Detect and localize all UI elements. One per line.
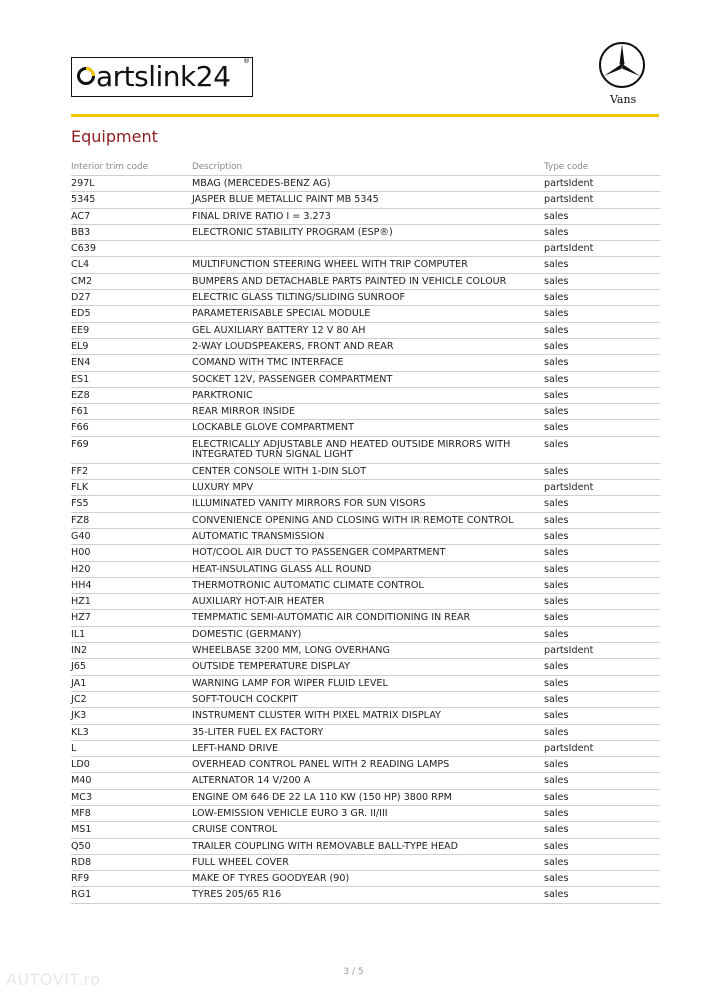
cell-description: LOCKABLE GLOVE COMPARTMENT — [192, 420, 544, 436]
table-row — [71, 610, 660, 626]
table-row — [71, 290, 660, 306]
table-row — [71, 224, 660, 240]
table-row — [71, 496, 660, 512]
cell-type: sales — [544, 545, 660, 561]
table-row — [71, 757, 660, 773]
page-header — [0, 0, 707, 118]
table-row — [71, 626, 660, 642]
cell-code: RD8 — [71, 854, 192, 870]
cell-code: BB3 — [71, 224, 192, 240]
cell-type: partsIdent — [544, 740, 660, 756]
cell-description: TYRES 205/65 R16 — [192, 887, 544, 903]
table-row — [71, 528, 660, 544]
section-title: Equipment — [71, 127, 158, 146]
cell-description: PARKTRONIC — [192, 387, 544, 403]
cell-code: LD0 — [71, 757, 192, 773]
cell-code: F69 — [71, 436, 192, 463]
table-row — [71, 512, 660, 528]
table-row — [71, 208, 660, 224]
cell-type: sales — [544, 528, 660, 544]
cell-type: sales — [544, 290, 660, 306]
cell-type: sales — [544, 805, 660, 821]
cell-type: sales — [544, 577, 660, 593]
cell-code: EN4 — [71, 355, 192, 371]
table-row — [71, 436, 660, 463]
cell-description: WHEELBASE 3200 MM, LONG OVERHANG — [192, 643, 544, 659]
cell-description: OVERHEAD CONTROL PANEL WITH 2 READING LAMPS — [192, 757, 544, 773]
table-row — [71, 545, 660, 561]
cell-code: MS1 — [71, 822, 192, 838]
cell-code: FZ8 — [71, 512, 192, 528]
cell-code: JK3 — [71, 708, 192, 724]
cell-description: INSTRUMENT CLUSTER WITH PIXEL MATRIX DISPLAY — [192, 708, 544, 724]
cell-type: sales — [544, 789, 660, 805]
cell-description: TRAILER COUPLING WITH REMOVABLE BALL-TYPE HEAD — [192, 838, 544, 854]
cell-code: MC3 — [71, 789, 192, 805]
cell-code: C639 — [71, 241, 192, 257]
table-row — [71, 355, 660, 371]
cell-description: ELECTRICALLY ADJUSTABLE AND HEATED OUTSIDE MIRRORS WITH INTEGRATED TURN SIGNAL LIGHT — [192, 436, 544, 463]
cell-code: L — [71, 740, 192, 756]
cell-type: sales — [544, 838, 660, 854]
partslink24-logo — [71, 57, 253, 97]
cell-type: sales — [544, 463, 660, 479]
table-row — [71, 306, 660, 322]
cell-description: HEAT-INSULATING GLASS ALL ROUND — [192, 561, 544, 577]
watermark: AUTOVIT.ro — [6, 970, 101, 989]
mercedes-star-icon — [597, 40, 647, 90]
cell-type: partsIdent — [544, 241, 660, 257]
table-row — [71, 838, 660, 854]
cell-type: sales — [544, 496, 660, 512]
cell-code: JC2 — [71, 691, 192, 707]
table-row — [71, 789, 660, 805]
cell-type: sales — [544, 208, 660, 224]
logo-text: artslink24 — [96, 60, 231, 93]
cell-description: CENTER CONSOLE WITH 1-DIN SLOT — [192, 463, 544, 479]
cell-type: sales — [544, 420, 660, 436]
cell-code: HZ1 — [71, 594, 192, 610]
table-row — [71, 822, 660, 838]
cell-description: CONVENIENCE OPENING AND CLOSING WITH IR REMOTE CONTROL — [192, 512, 544, 528]
cell-description: LUXURY MPV — [192, 480, 544, 496]
cell-code: JA1 — [71, 675, 192, 691]
cell-code: IN2 — [71, 643, 192, 659]
table-row — [71, 420, 660, 436]
table-row — [71, 257, 660, 273]
cell-description: ALTERNATOR 14 V/200 A — [192, 773, 544, 789]
table-row — [71, 192, 660, 208]
cell-description: REAR MIRROR INSIDE — [192, 404, 544, 420]
cell-description: COMAND WITH TMC INTERFACE — [192, 355, 544, 371]
cell-description: WARNING LAMP FOR WIPER FLUID LEVEL — [192, 675, 544, 691]
cell-type: sales — [544, 371, 660, 387]
cell-code: MF8 — [71, 805, 192, 821]
cell-description: SOFT-TOUCH COCKPIT — [192, 691, 544, 707]
cell-type: sales — [544, 306, 660, 322]
cell-description: MAKE OF TYRES GOODYEAR (90) — [192, 871, 544, 887]
table-row — [71, 691, 660, 707]
cell-description — [192, 241, 544, 257]
cell-code: ES1 — [71, 371, 192, 387]
cell-description: FULL WHEEL COVER — [192, 854, 544, 870]
cell-description: AUXILIARY HOT-AIR HEATER — [192, 594, 544, 610]
cell-code: ED5 — [71, 306, 192, 322]
cell-type: sales — [544, 757, 660, 773]
cell-description: GEL AUXILIARY BATTERY 12 V 80 AH — [192, 322, 544, 338]
cell-code: RG1 — [71, 887, 192, 903]
cell-description: BUMPERS AND DETACHABLE PARTS PAINTED IN VEHICLE COLOUR — [192, 273, 544, 289]
cell-type: sales — [544, 322, 660, 338]
cell-type: sales — [544, 675, 660, 691]
table-row — [71, 659, 660, 675]
cell-code: IL1 — [71, 626, 192, 642]
cell-description: MULTIFUNCTION STEERING WHEEL WITH TRIP COMPUTER — [192, 257, 544, 273]
cell-type: sales — [544, 338, 660, 354]
cell-code: FLK — [71, 480, 192, 496]
cell-type: sales — [544, 436, 660, 463]
table-header-row — [71, 158, 660, 176]
cell-code: D27 — [71, 290, 192, 306]
header-divider — [71, 114, 659, 117]
cell-type: sales — [544, 854, 660, 870]
cell-code: AC7 — [71, 208, 192, 224]
cell-code: H00 — [71, 545, 192, 561]
cell-type: sales — [544, 659, 660, 675]
cell-code: J65 — [71, 659, 192, 675]
table-row — [71, 463, 660, 479]
cell-description: AUTOMATIC TRANSMISSION — [192, 528, 544, 544]
cell-type: sales — [544, 822, 660, 838]
cell-description: FINAL DRIVE RATIO I = 3.273 — [192, 208, 544, 224]
table-row — [71, 241, 660, 257]
cell-type: sales — [544, 708, 660, 724]
table-row — [71, 594, 660, 610]
logo-ring-icon — [76, 66, 96, 86]
cell-code: G40 — [71, 528, 192, 544]
table-row — [71, 338, 660, 354]
cell-type: sales — [544, 355, 660, 371]
cell-code: HH4 — [71, 577, 192, 593]
cell-type: sales — [544, 224, 660, 240]
table-row — [71, 708, 660, 724]
table-row — [71, 322, 660, 338]
cell-code: F66 — [71, 420, 192, 436]
cell-type: sales — [544, 871, 660, 887]
table-row — [71, 854, 660, 870]
table-row — [71, 577, 660, 593]
cell-type: partsIdent — [544, 480, 660, 496]
cell-code: HZ7 — [71, 610, 192, 626]
column-header-type: Type code — [544, 158, 660, 176]
cell-type: sales — [544, 273, 660, 289]
cell-type: sales — [544, 594, 660, 610]
table-row — [71, 740, 660, 756]
cell-code: F61 — [71, 404, 192, 420]
cell-description: DOMESTIC (GERMANY) — [192, 626, 544, 642]
cell-description: ELECTRIC GLASS TILTING/SLIDING SUNROOF — [192, 290, 544, 306]
cell-code: KL3 — [71, 724, 192, 740]
table-row — [71, 724, 660, 740]
cell-type: sales — [544, 724, 660, 740]
table-row — [71, 371, 660, 387]
cell-type: sales — [544, 404, 660, 420]
cell-description: THERMOTRONIC AUTOMATIC CLIMATE CONTROL — [192, 577, 544, 593]
page-number: 3 / 5 — [343, 967, 364, 977]
cell-code: 297L — [71, 176, 192, 192]
table-row — [71, 480, 660, 496]
cell-code: 5345 — [71, 192, 192, 208]
cell-description: 2-WAY LOUDSPEAKERS, FRONT AND REAR — [192, 338, 544, 354]
cell-description: JASPER BLUE METALLIC PAINT MB 5345 — [192, 192, 544, 208]
cell-type: sales — [544, 887, 660, 903]
equipment-table — [71, 158, 660, 904]
table-row — [71, 561, 660, 577]
cell-description: OUTSIDE TEMPERATURE DISPLAY — [192, 659, 544, 675]
cell-description: TEMPMATIC SEMI-AUTOMATIC AIR CONDITIONING IN REAR — [192, 610, 544, 626]
brand-subtitle: Vans — [610, 93, 637, 106]
table-row — [71, 404, 660, 420]
table-row — [71, 273, 660, 289]
cell-code: CM2 — [71, 273, 192, 289]
cell-description: ELECTRONIC STABILITY PROGRAM (ESP®) — [192, 224, 544, 240]
cell-type: sales — [544, 512, 660, 528]
cell-type: sales — [544, 610, 660, 626]
cell-code: EL9 — [71, 338, 192, 354]
cell-code: FF2 — [71, 463, 192, 479]
cell-type: sales — [544, 773, 660, 789]
column-header-description: Description — [192, 158, 544, 176]
cell-description: SOCKET 12V, PASSENGER COMPARTMENT — [192, 371, 544, 387]
cell-description: LEFT-HAND DRIVE — [192, 740, 544, 756]
table-row — [71, 675, 660, 691]
cell-code: M40 — [71, 773, 192, 789]
cell-type: sales — [544, 257, 660, 273]
cell-description: ILLUMINATED VANITY MIRRORS FOR SUN VISORS — [192, 496, 544, 512]
cell-description: 35-LITER FUEL EX FACTORY — [192, 724, 544, 740]
cell-code: FS5 — [71, 496, 192, 512]
cell-code: RF9 — [71, 871, 192, 887]
table-row — [71, 805, 660, 821]
table-row — [71, 773, 660, 789]
cell-description: HOT/COOL AIR DUCT TO PASSENGER COMPARTMENT — [192, 545, 544, 561]
cell-description: MBAG (MERCEDES-BENZ AG) — [192, 176, 544, 192]
cell-code: Q50 — [71, 838, 192, 854]
cell-description: PARAMETERISABLE SPECIAL MODULE — [192, 306, 544, 322]
table-row — [71, 387, 660, 403]
cell-type: sales — [544, 691, 660, 707]
cell-type: partsIdent — [544, 192, 660, 208]
cell-description: CRUISE CONTROL — [192, 822, 544, 838]
cell-code: EZ8 — [71, 387, 192, 403]
cell-type: partsIdent — [544, 643, 660, 659]
cell-type: sales — [544, 561, 660, 577]
logo-registered-mark: ® — [243, 57, 250, 65]
cell-code: EE9 — [71, 322, 192, 338]
table-row — [71, 176, 660, 192]
cell-code: H20 — [71, 561, 192, 577]
table-row — [71, 887, 660, 903]
cell-description: ENGINE OM 646 DE 22 LA 110 KW (150 HP) 3800 RPM — [192, 789, 544, 805]
table-row — [71, 871, 660, 887]
cell-type: sales — [544, 387, 660, 403]
column-header-code: Interior trim code — [71, 158, 192, 176]
cell-description: LOW-EMISSION VEHICLE EURO 3 GR. II/III — [192, 805, 544, 821]
table-row — [71, 643, 660, 659]
cell-type: sales — [544, 626, 660, 642]
cell-type: partsIdent — [544, 176, 660, 192]
cell-code: CL4 — [71, 257, 192, 273]
